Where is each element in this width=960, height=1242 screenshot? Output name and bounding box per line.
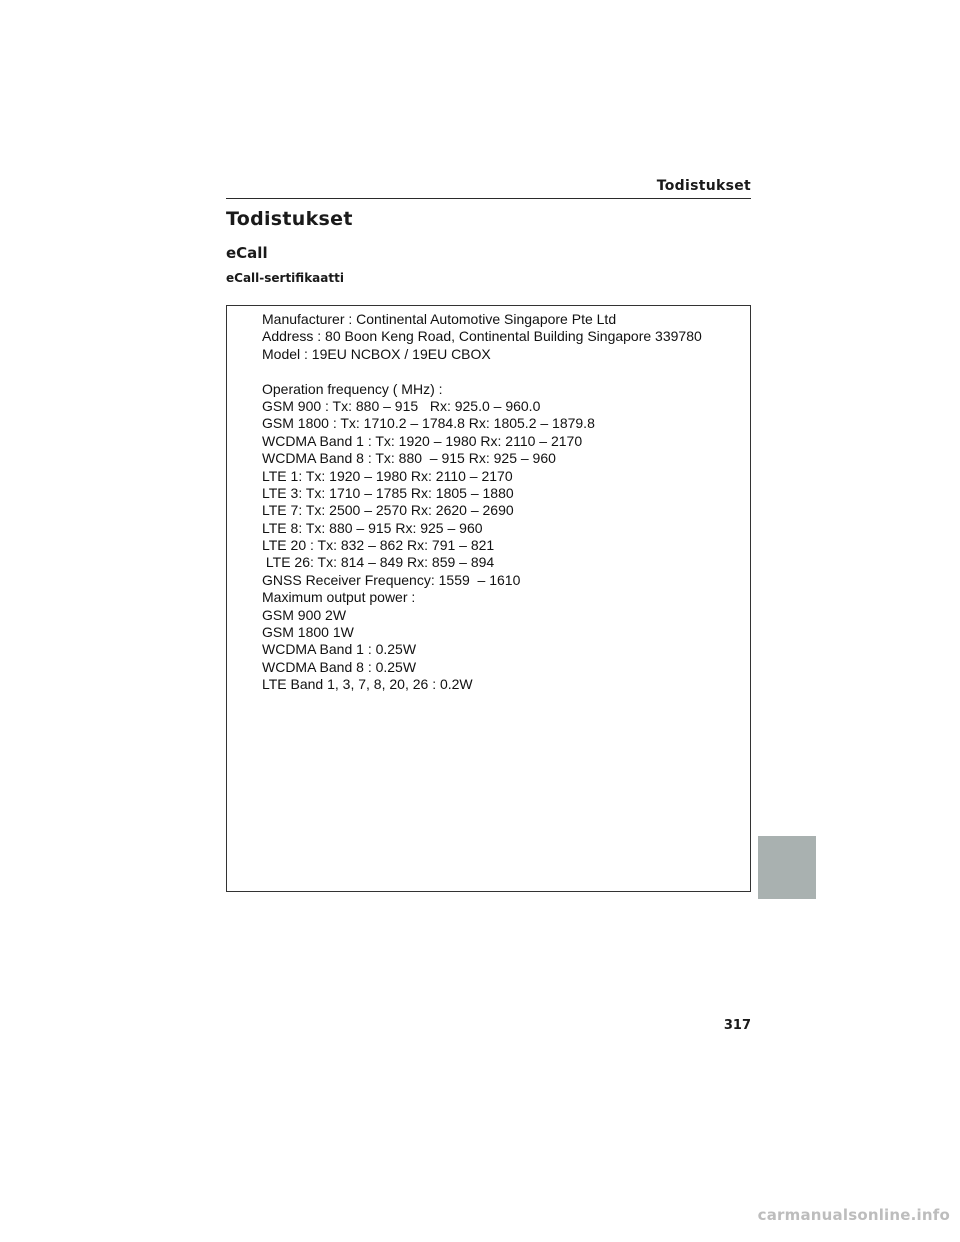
certificate-box bbox=[226, 305, 751, 892]
cert-line-manufacturer: Manufacturer : Continental Automotive Singapore Pte Ltd bbox=[262, 311, 617, 327]
cert-line-gsm900: GSM 900 : Tx: 880 – 915 Rx: 925.0 – 960.0 bbox=[262, 397, 541, 414]
cert-line-wcdma-band1: WCDMA Band 1 : Tx: 1920 – 1980 Rx: 2110 – 2170 bbox=[262, 432, 583, 449]
cert-line-address: Address : 80 Boon Keng Road, Continental Building Singapore 339780 bbox=[262, 328, 702, 345]
cert-line-lte3: LTE 3: Tx: 1710 – 1785 Rx: 1805 – 1880 bbox=[262, 484, 514, 501]
cert-line-lte7: LTE 7: Tx: 2500 – 2570 Rx: 2620 – 2690 bbox=[262, 502, 514, 519]
cert-line-wcdma-band8: WCDMA Band 8 : Tx: 880 – 915 Rx: 925 – 960 bbox=[262, 450, 556, 467]
cert-line-max-power: Maximum output power : bbox=[262, 589, 416, 606]
cert-line-gnss: GNSS Receiver Frequency: 1559 – 1610 bbox=[262, 571, 521, 588]
page-title: Todistukset bbox=[226, 208, 353, 230]
cert-line-gsm1800: GSM 1800 : Tx: 1710.2 – 1784.8 Rx: 1805.2 – 1879.8 bbox=[262, 415, 595, 432]
cert-line-lte20: LTE 20 : Tx: 832 – 862 Rx: 791 – 821 bbox=[262, 537, 495, 554]
cert-line-gsm1800-power: GSM 1800 1W bbox=[262, 624, 354, 641]
sub-heading: eCall-sertifikaatti bbox=[226, 271, 344, 285]
cert-line-model: Model : 19EU NCBOX / 19EU CBOX bbox=[262, 345, 491, 362]
section-heading: eCall bbox=[226, 244, 268, 262]
running-header: Todistukset bbox=[656, 178, 751, 194]
chapter-side-tab bbox=[758, 836, 816, 899]
cert-line-operation-frequency: Operation frequency ( MHz) : bbox=[262, 380, 443, 397]
header-divider bbox=[226, 198, 751, 199]
watermark: carmanualsonline.info bbox=[757, 1206, 950, 1224]
cert-line-lte26: LTE 26: Tx: 814 – 849 Rx: 859 – 894 bbox=[262, 554, 495, 571]
cert-line-gsm900-power: GSM 900 2W bbox=[262, 606, 347, 623]
certificate-text bbox=[262, 311, 702, 694]
cert-line-wcdma-band8-power: WCDMA Band 8 : 0.25W bbox=[262, 658, 417, 675]
cert-line-lte8: LTE 8: Tx: 880 – 915 Rx: 925 – 960 bbox=[262, 519, 483, 536]
cert-spacer bbox=[262, 363, 702, 380]
page-number: 317 bbox=[723, 1018, 751, 1033]
cert-line-lte1: LTE 1: Tx: 1920 – 1980 Rx: 2110 – 2170 bbox=[262, 467, 513, 484]
cert-line-lte-power: LTE Band 1, 3, 7, 8, 20, 26 : 0.2W bbox=[262, 676, 473, 693]
cert-line-wcdma-band1-power: WCDMA Band 1 : 0.25W bbox=[262, 641, 417, 658]
